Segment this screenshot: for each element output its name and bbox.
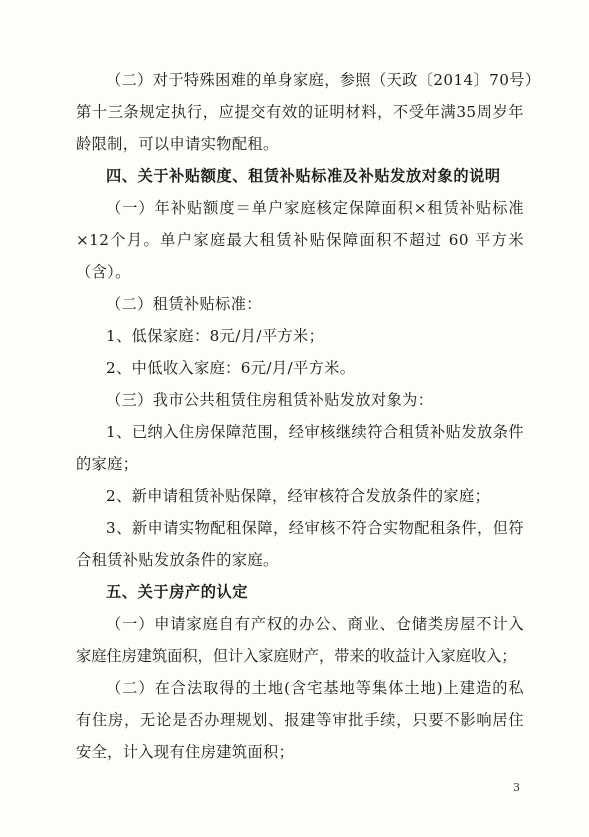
list-item: 3、新申请实物配租保障，经审核不符合实物配租条件，但符: [106, 519, 524, 537]
list-item-continued: 合租赁补贴发放条件的家庭。: [76, 551, 279, 569]
body-text-line: （含）。: [76, 263, 131, 281]
body-text-line: （二）租赁补贴标准：: [106, 295, 262, 313]
page-number: 3: [513, 781, 520, 794]
list-item: 1、已纳入住房保障范围，经审核继续符合租赁补贴发放条件: [106, 423, 524, 441]
body-text-line: 龄限制，可以申请实物配租。: [76, 135, 279, 153]
body-text-line: （一）年补贴额度＝单户家庭核定保障面积×租赁补贴标准: [106, 199, 524, 217]
list-item: 2、中低收入家庭：6元/月/平方米。: [106, 359, 356, 377]
body-text-line: 安全，计入现有住房建筑面积；: [76, 743, 295, 761]
list-item: 1、低保家庭：8元/月/平方米；: [106, 327, 325, 345]
body-text-line: ×12个月。单户家庭最大租赁补贴保障面积不超过 60 平方米: [76, 231, 524, 249]
list-item-continued: 的家庭；: [76, 455, 139, 473]
list-item: 2、新申请租赁补贴保障，经审核符合发放条件的家庭；: [106, 487, 491, 505]
section-heading: 四、关于补贴额度、租赁补贴标准及补贴发放对象的说明: [106, 167, 501, 185]
body-text-line: 家庭住房建筑面积，但计入家庭财产，带来的收益计入家庭收入；: [76, 647, 517, 665]
body-text-line: （三）我市公共租赁住房租赁补贴发放对象为：: [106, 391, 434, 409]
body-text-line: （二）在合法取得的土地(含宅基地等集体土地)上建造的私: [106, 679, 524, 697]
section-heading: 五、关于房产的认定: [106, 583, 249, 601]
body-text-line: 第十三条规定执行，应提交有效的证明材料，不受年满35周岁年: [76, 103, 524, 121]
body-text-line: （二）对于特殊困难的单身家庭，参照（天政〔2014〕70号）: [106, 71, 541, 89]
body-text-line: 有住房，无论是否办理规划、报建等审批手续，只要不影响居住: [76, 711, 524, 729]
body-text-line: （一）申请家庭自有产权的办公、商业、仓储类房屋不计入: [106, 615, 524, 633]
